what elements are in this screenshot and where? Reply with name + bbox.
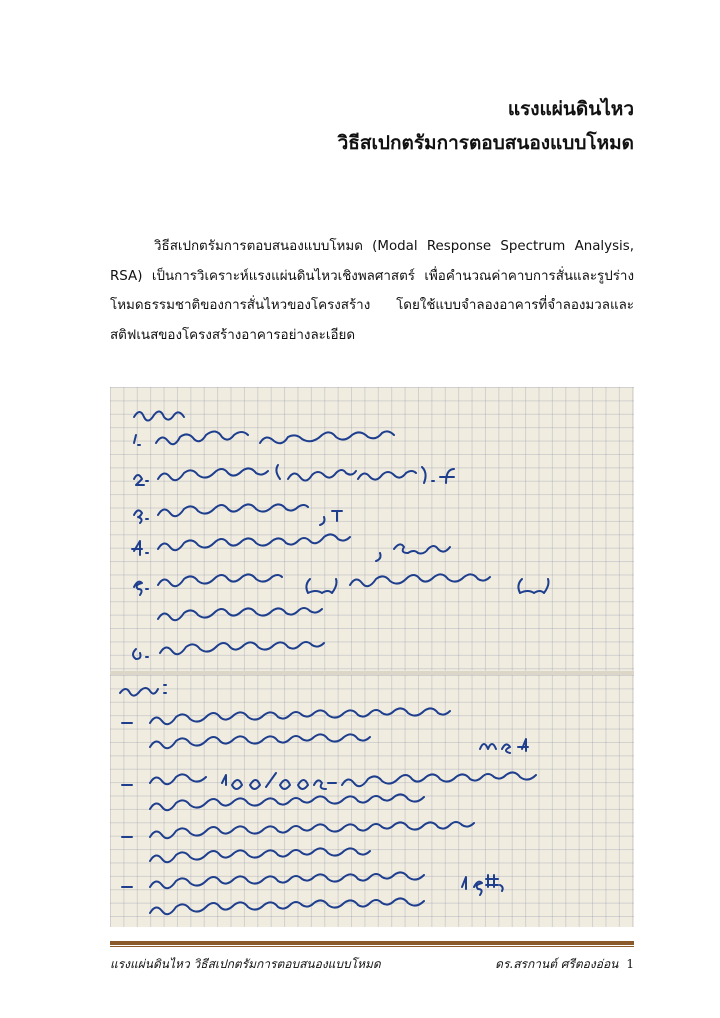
footer-title: แรงแผ่นดินไหว วิธีสเปกตรัมการตอบสนองแบบโหมด xyxy=(110,957,381,971)
paragraph-line: วิธีสเปกตรัมการตอบสนองแบบโหมด (Modal Response Spectrum Analysis, xyxy=(154,239,634,254)
handwriting-scribbles xyxy=(110,387,634,927)
footer-author: ดร.สรกานต์ ศรีตองอ่อน xyxy=(495,957,619,971)
paragraph-line: RSA) เป็นการวิเคราะห์แรงแผ่นดินไหวเชิงพลศาสตร์ เพื่อคำนวณค่าคาบการสั่นและรูปร่าง xyxy=(110,268,634,284)
title-block xyxy=(338,92,634,160)
footer-rule-thin xyxy=(110,946,634,947)
page-subtitle: วิธีสเปกตรัมการตอบสนองแบบโหมด xyxy=(337,132,634,154)
paragraph-line: โหมดธรรมชาติของการสั่นไหวของโครงสร้าง โดยใช้แบบจำลองอาคารที่จำลองมวลและ xyxy=(110,298,634,313)
page-number: 1 xyxy=(626,957,634,971)
paragraph-line: สติฟเนสของโครงสร้างอาคารอย่างละเอียด xyxy=(110,327,356,343)
handwritten-notes-image xyxy=(110,387,634,927)
intro-paragraph xyxy=(110,232,634,350)
footer-author-page xyxy=(495,955,634,974)
page-title: แรงแผ่นดินไหว xyxy=(507,98,634,120)
footer-rule xyxy=(110,941,634,945)
